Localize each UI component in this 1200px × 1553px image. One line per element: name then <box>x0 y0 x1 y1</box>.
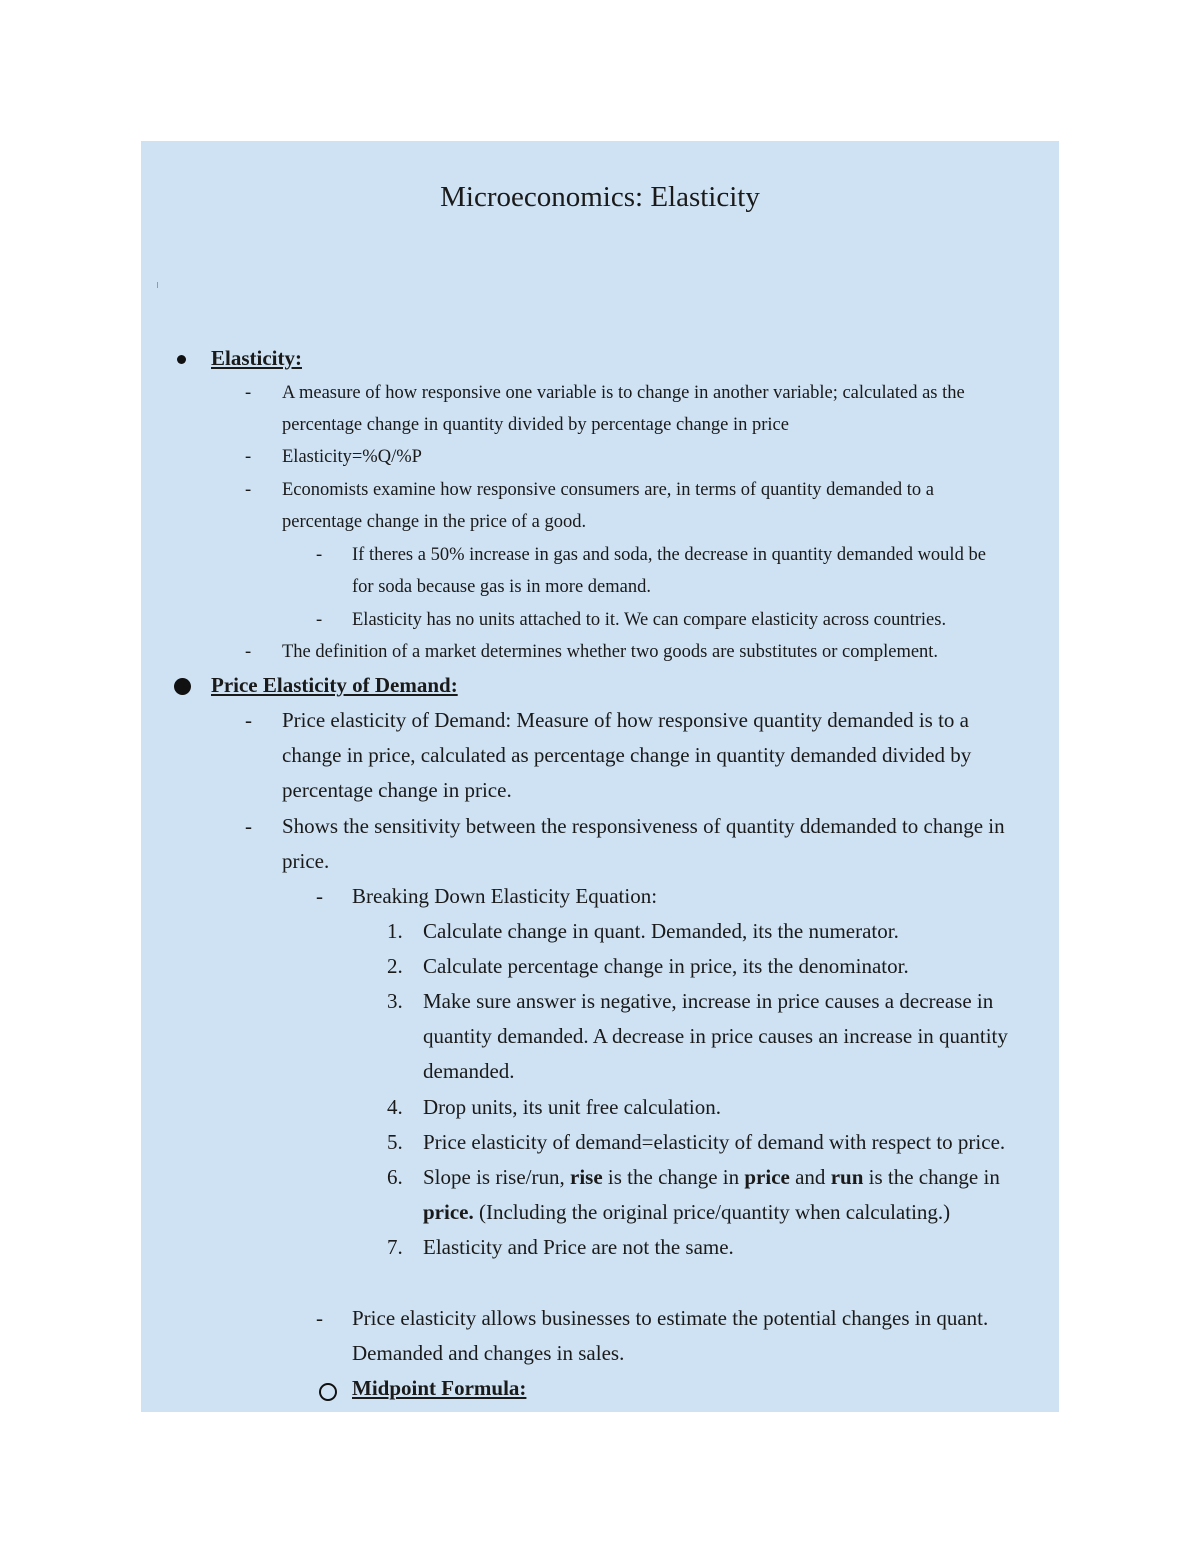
list-item-line: Shows the sensitivity between the responsiveness of quantity ddemanded to change in <box>282 814 1005 838</box>
dash-marker: - <box>316 1306 323 1330</box>
dash-marker: - <box>245 642 252 662</box>
step-line <box>423 1200 950 1225</box>
bullet-icon <box>174 678 191 695</box>
step-text: is the change in <box>602 1165 745 1189</box>
step-line: Calculate change in quant. Demanded, its the numerator. <box>423 919 899 943</box>
list-item-line: percentage change in price. <box>282 778 512 802</box>
dash-marker: - <box>245 480 252 500</box>
dash-marker: - <box>316 545 323 565</box>
section-heading-price-elasticity: Price Elasticity of Demand: <box>211 673 458 697</box>
step-text: is the change in <box>863 1165 1000 1189</box>
section-heading-elasticity: Elasticity: <box>211 346 302 370</box>
list-item-line: percentage change in quantity divided by percentage change in price <box>282 415 789 435</box>
list-item-line: If theres a 50% increase in gas and soda, the decrease in quantity demanded would be <box>352 545 986 565</box>
step-text: (Including the original price/quantity when calculating.) <box>473 1200 951 1224</box>
list-item-line: Economists examine how responsive consumers are, in terms of quantity demanded to a <box>282 480 934 500</box>
dash-marker: - <box>245 708 252 732</box>
dash-marker: - <box>316 610 323 630</box>
step-line: Price elasticity of demand=elasticity of demand with respect to price. <box>423 1130 1006 1154</box>
step-line <box>423 1165 1000 1190</box>
bullet-icon <box>177 355 186 364</box>
list-item-line: Elasticity has no units attached to it. We can compare elasticity across countries. <box>352 610 947 630</box>
step-text: and <box>789 1165 831 1189</box>
step-line: Calculate percentage change in price, its the denominator. <box>423 954 909 978</box>
step-line: demanded. <box>423 1059 515 1083</box>
list-item-line: Demanded and changes in sales. <box>352 1341 625 1365</box>
bold-term: price. <box>423 1200 474 1224</box>
bold-term: rise <box>570 1165 603 1189</box>
step-number: 3. <box>387 989 403 1013</box>
step-number: 6. <box>387 1165 403 1189</box>
list-item-line: Elasticity=%Q/%P <box>282 447 422 467</box>
list-item-line: Price elasticity of Demand: Measure of how responsive quantity demanded is to a <box>282 708 969 732</box>
step-line: Drop units, its unit free calculation. <box>423 1095 722 1119</box>
page-title: Microeconomics: Elasticity <box>440 181 760 213</box>
dash-marker: - <box>245 383 252 403</box>
list-item-line: percentage change in the price of a good. <box>282 512 587 532</box>
list-item-line: price. <box>282 849 330 873</box>
bold-term: run <box>830 1165 864 1189</box>
step-number: 1. <box>387 919 403 943</box>
stray-mark <box>157 282 158 288</box>
list-item-line: A measure of how responsive one variable is to change in another variable; calculated as the <box>282 383 965 403</box>
document-page <box>141 141 1059 1412</box>
hollow-bullet-icon <box>319 1383 337 1401</box>
list-item-line: The definition of a market determines whether two goods are substitutes or complement. <box>282 642 939 662</box>
dash-marker: - <box>245 814 252 838</box>
list-item-line: change in price, calculated as percentage change in quantity demanded divided by <box>282 743 972 767</box>
step-number: 7. <box>387 1235 403 1259</box>
step-number: 2. <box>387 954 403 978</box>
list-item-line: for soda because gas is in more demand. <box>352 577 651 597</box>
step-line: Make sure answer is negative, increase in price causes a decrease in <box>423 989 994 1013</box>
step-number: 4. <box>387 1095 403 1119</box>
step-text: Slope is rise/run, <box>423 1165 570 1189</box>
step-line: Elasticity and Price are not the same. <box>423 1235 734 1259</box>
dash-marker: - <box>316 884 323 908</box>
dash-marker: - <box>245 447 252 467</box>
step-line: quantity demanded. A decrease in price causes an increase in quantity <box>423 1024 1008 1048</box>
midpoint-heading: Midpoint Formula: <box>352 1376 527 1400</box>
subheading: Breaking Down Elasticity Equation: <box>352 884 658 908</box>
list-item-line: Price elasticity allows businesses to estimate the potential changes in quant. <box>352 1306 989 1330</box>
bold-term: price <box>744 1165 790 1189</box>
step-number: 5. <box>387 1130 403 1154</box>
